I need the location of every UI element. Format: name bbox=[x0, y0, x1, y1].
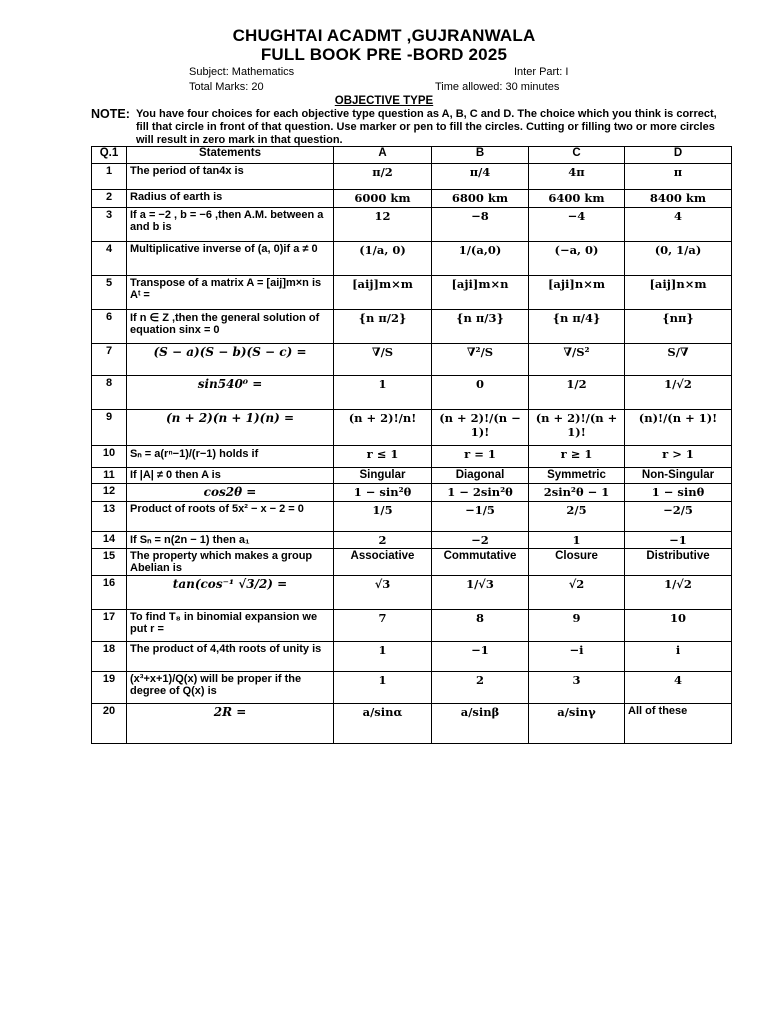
option-a: √3 bbox=[334, 576, 432, 610]
option-b: a/sinβ bbox=[432, 704, 529, 744]
table-row bbox=[92, 704, 732, 744]
question-number: 9 bbox=[92, 410, 127, 446]
option-b: (n + 2)!/(n − 1)! bbox=[432, 410, 529, 446]
option-a: 6000 km bbox=[334, 190, 432, 208]
table-row bbox=[92, 276, 732, 310]
question-statement: The property which makes a group Abelian is bbox=[127, 549, 334, 576]
option-c: √2 bbox=[529, 576, 625, 610]
option-b: Diagonal bbox=[432, 468, 529, 484]
option-c: r ≥ 1 bbox=[529, 446, 625, 468]
question-number: 10 bbox=[92, 446, 127, 468]
question-statement: sin540⁰ = bbox=[127, 376, 334, 410]
option-d: 4 bbox=[625, 672, 732, 704]
option-a: 12 bbox=[334, 208, 432, 242]
option-d: 4 bbox=[625, 208, 732, 242]
option-c: (−a, 0) bbox=[529, 242, 625, 276]
option-b: 1 − 2sin²θ bbox=[432, 484, 529, 502]
part-label: Inter Part: I bbox=[514, 66, 569, 78]
table-row bbox=[92, 532, 732, 549]
institution-title: CHUGHTAI ACADMT ,GUJRANWALA bbox=[232, 26, 536, 45]
question-number: 4 bbox=[92, 242, 127, 276]
option-d: All of these bbox=[625, 704, 732, 744]
question-number: 19 bbox=[92, 672, 127, 704]
question-statement: (x³+x+1)/Q(x) will be proper if the degree of Q(x) is bbox=[127, 672, 334, 704]
question-statement: If a = −2 , b = −6 ,then A.M. between a and b is bbox=[127, 208, 334, 242]
question-statement: If |A| ≠ 0 then A is bbox=[127, 468, 334, 484]
option-c: {n π/4} bbox=[529, 310, 625, 344]
header-a: A bbox=[334, 147, 432, 164]
option-c: a/sinγ bbox=[529, 704, 625, 744]
question-number: 6 bbox=[92, 310, 127, 344]
question-number: 7 bbox=[92, 344, 127, 376]
note-text: You have four choices for each objective type question as A, B, C and D. The choice which you think is correct, fill that circle in front of that question. Use marker or pen to fill the circles. Cutting or filling two or more circles will result in zero mark in that question. bbox=[136, 108, 717, 146]
option-d: Non-Singular bbox=[625, 468, 732, 484]
question-number: 15 bbox=[92, 549, 127, 576]
question-number: 2 bbox=[92, 190, 127, 208]
option-d: {nπ} bbox=[625, 310, 732, 344]
option-d: 1/√2 bbox=[625, 576, 732, 610]
table-row bbox=[92, 446, 732, 468]
option-d: S/∇ bbox=[625, 344, 732, 376]
header-statements: Statements bbox=[127, 147, 334, 164]
question-statement: The period of tan4x is bbox=[127, 164, 334, 190]
question-statement: (S − a)(S − b)(S − c) = bbox=[127, 344, 334, 376]
option-c: 1 bbox=[529, 532, 625, 549]
option-a: 1 bbox=[334, 376, 432, 410]
option-d: r > 1 bbox=[625, 446, 732, 468]
question-statement: Multiplicative inverse of (a, 0)if a ≠ 0 bbox=[127, 242, 334, 276]
question-statement: Radius of earth is bbox=[127, 190, 334, 208]
option-d: 8400 km bbox=[625, 190, 732, 208]
table-row bbox=[92, 344, 732, 376]
option-b: {n π/3} bbox=[432, 310, 529, 344]
question-number: 3 bbox=[92, 208, 127, 242]
question-number: 13 bbox=[92, 502, 127, 532]
option-d: −1 bbox=[625, 532, 732, 549]
option-b: Commutative bbox=[432, 549, 529, 576]
option-c: 9 bbox=[529, 610, 625, 642]
option-c: 6400 km bbox=[529, 190, 625, 208]
table-row bbox=[92, 576, 732, 610]
question-statement: cos2θ = bbox=[127, 484, 334, 502]
table-row bbox=[92, 672, 732, 704]
question-number: 11 bbox=[92, 468, 127, 484]
table-row bbox=[92, 164, 732, 190]
option-a: 2 bbox=[334, 532, 432, 549]
option-b: −2 bbox=[432, 532, 529, 549]
option-b: −8 bbox=[432, 208, 529, 242]
table-row bbox=[92, 549, 732, 576]
option-a: (n + 2)!/n! bbox=[334, 410, 432, 446]
question-number: 14 bbox=[92, 532, 127, 549]
question-statement: Transpose of a matrix A = [aij]m×n is Aᵗ = bbox=[127, 276, 334, 310]
option-d: Distributive bbox=[625, 549, 732, 576]
option-b: 6800 km bbox=[432, 190, 529, 208]
table-row bbox=[92, 642, 732, 672]
option-c: ∇/S² bbox=[529, 344, 625, 376]
option-a: 1 bbox=[334, 672, 432, 704]
option-c: (n + 2)!/(n + 1)! bbox=[529, 410, 625, 446]
option-d: −2/5 bbox=[625, 502, 732, 532]
option-a: 7 bbox=[334, 610, 432, 642]
option-c: 2/5 bbox=[529, 502, 625, 532]
table-row bbox=[92, 190, 732, 208]
option-a: [aij]m×m bbox=[334, 276, 432, 310]
option-d: π bbox=[625, 164, 732, 190]
option-b: ∇²/S bbox=[432, 344, 529, 376]
marks-label: Total Marks: 20 bbox=[189, 81, 264, 93]
table-row bbox=[92, 310, 732, 344]
question-statement: 2R = bbox=[127, 704, 334, 744]
option-b: −1 bbox=[432, 642, 529, 672]
option-d: 1/√2 bbox=[625, 376, 732, 410]
option-d: [aij]n×m bbox=[625, 276, 732, 310]
question-statement: (n + 2)(n + 1)(n) = bbox=[127, 410, 334, 446]
question-statement: Product of roots of 5x² − x − 2 = 0 bbox=[127, 502, 334, 532]
mcq-table bbox=[91, 146, 732, 744]
option-b: 0 bbox=[432, 376, 529, 410]
option-b: 1/√3 bbox=[432, 576, 529, 610]
subject-label: Subject: Mathematics bbox=[189, 66, 295, 78]
table-row bbox=[92, 410, 732, 446]
option-b: π/4 bbox=[432, 164, 529, 190]
question-statement: tan(cos⁻¹ √3/2) = bbox=[127, 576, 334, 610]
option-c: −i bbox=[529, 642, 625, 672]
question-number: 18 bbox=[92, 642, 127, 672]
option-a: π/2 bbox=[334, 164, 432, 190]
option-c: [aji]n×m bbox=[529, 276, 625, 310]
header-qno: Q.1 bbox=[92, 147, 127, 164]
option-d: 1 − sinθ bbox=[625, 484, 732, 502]
header-c: C bbox=[529, 147, 625, 164]
option-a: 1 − sin²θ bbox=[334, 484, 432, 502]
option-c: Closure bbox=[529, 549, 625, 576]
table-row bbox=[92, 484, 732, 502]
table-row bbox=[92, 502, 732, 532]
option-a: 1/5 bbox=[334, 502, 432, 532]
header-d: D bbox=[625, 147, 732, 164]
option-a: ∇/S bbox=[334, 344, 432, 376]
option-a: 1 bbox=[334, 642, 432, 672]
table-row bbox=[92, 468, 732, 484]
question-number: 12 bbox=[92, 484, 127, 502]
question-statement: Sₙ = a(rⁿ−1)/(r−1) holds if bbox=[127, 446, 334, 468]
table-header-row bbox=[92, 147, 732, 164]
option-d: (n)!/(n + 1)! bbox=[625, 410, 732, 446]
question-number: 1 bbox=[92, 164, 127, 190]
option-c: 1/2 bbox=[529, 376, 625, 410]
table-row bbox=[92, 376, 732, 410]
option-b: r = 1 bbox=[432, 446, 529, 468]
option-c: 3 bbox=[529, 672, 625, 704]
question-number: 16 bbox=[92, 576, 127, 610]
question-statement: To find T₈ in binomial expansion we put r = bbox=[127, 610, 334, 642]
option-d: (0, 1/a) bbox=[625, 242, 732, 276]
option-c: 4π bbox=[529, 164, 625, 190]
table-row bbox=[92, 242, 732, 276]
option-b: 8 bbox=[432, 610, 529, 642]
note-label: NOTE: bbox=[91, 107, 130, 121]
exam-title: FULL BOOK PRE -BORD 2025 bbox=[260, 45, 508, 64]
table-row bbox=[92, 208, 732, 242]
option-b: −1/5 bbox=[432, 502, 529, 532]
question-number: 8 bbox=[92, 376, 127, 410]
option-b: [aji]m×n bbox=[432, 276, 529, 310]
option-a: Associative bbox=[334, 549, 432, 576]
option-a: a/sinα bbox=[334, 704, 432, 744]
option-c: Symmetric bbox=[529, 468, 625, 484]
question-statement: If n ∈ Z ,then the general solution of equation sinx = 0 bbox=[127, 310, 334, 344]
header-b: B bbox=[432, 147, 529, 164]
question-number: 20 bbox=[92, 704, 127, 744]
option-d: 10 bbox=[625, 610, 732, 642]
section-heading: OBJECTIVE TYPE bbox=[334, 95, 434, 107]
time-label: Time allowed: 30 minutes bbox=[435, 81, 560, 93]
question-number: 17 bbox=[92, 610, 127, 642]
option-a: (1/a, 0) bbox=[334, 242, 432, 276]
question-statement: The product of 4,4th roots of unity is bbox=[127, 642, 334, 672]
option-d: i bbox=[625, 642, 732, 672]
question-number: 5 bbox=[92, 276, 127, 310]
option-c: −4 bbox=[529, 208, 625, 242]
option-a: Singular bbox=[334, 468, 432, 484]
option-b: 2 bbox=[432, 672, 529, 704]
option-a: {n π/2} bbox=[334, 310, 432, 344]
option-b: 1/(a,0) bbox=[432, 242, 529, 276]
option-c: 2sin²θ − 1 bbox=[529, 484, 625, 502]
option-a: r ≤ 1 bbox=[334, 446, 432, 468]
table-row bbox=[92, 610, 732, 642]
question-statement: If Sₙ = n(2n − 1) then a₁ bbox=[127, 532, 334, 549]
